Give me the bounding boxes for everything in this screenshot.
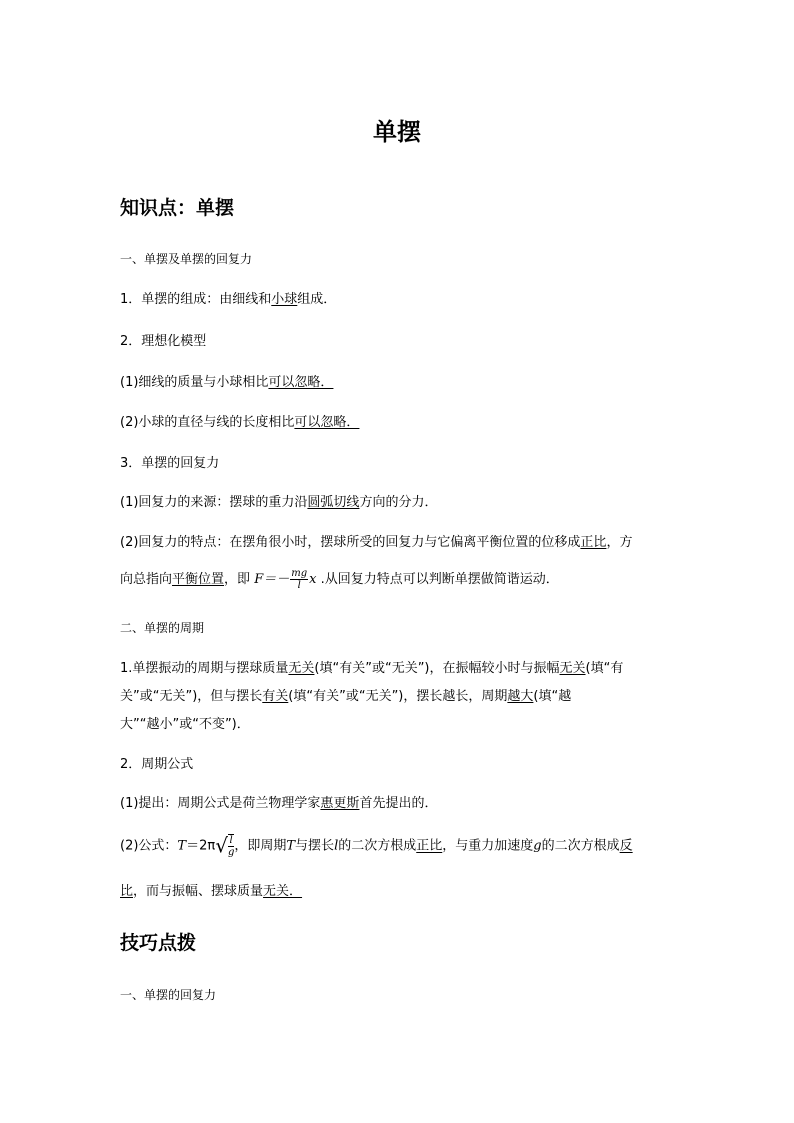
text: ，而与振幅、摆球质量 — [133, 884, 264, 899]
text: (填“有关”或“无关”)，在振幅较小时与振幅 — [314, 661, 560, 676]
item-3b-line2 — [120, 568, 559, 591]
heading-knowledge: 知识点：单摆 — [120, 197, 235, 219]
underlined-answer: 无关 — [288, 661, 315, 676]
text: (填“有关”或“无关”)，摆长越长，周期 — [288, 689, 508, 704]
symbol-T: T — [177, 838, 187, 854]
text: 方向的分力． — [359, 495, 438, 510]
item-3a — [120, 494, 437, 511]
section-heading-1: 一、单摆及单摆的回复力 — [120, 252, 253, 266]
underlined-answer: 小球 — [271, 292, 298, 307]
paragraph-1-line2 — [120, 688, 571, 705]
text: (填“有 — [585, 661, 624, 676]
denominator: g — [227, 847, 235, 858]
text: ，方 — [606, 535, 633, 550]
item-3b-line1 — [120, 534, 632, 551]
underlined-answer: 正比 — [416, 838, 443, 854]
symbol-l: l — [334, 838, 339, 854]
underlined-answer: 有关 — [262, 689, 289, 704]
text: .从回复力特点可以判断单摆做简谐运动． — [320, 572, 559, 587]
item-3: 3．单摆的回复力 — [120, 456, 220, 471]
underlined-answer: 无关 — [559, 661, 586, 676]
sqrt-l-over-g — [215, 834, 234, 858]
radical-sign: √ — [215, 833, 228, 858]
text: ，与重力加速度 — [442, 838, 534, 854]
text: 关”或“无关”)，但与摆长 — [120, 689, 263, 704]
text: 组成． — [297, 292, 337, 307]
paragraph-2a — [120, 795, 437, 812]
underlined-answer: 平衡位置 — [172, 572, 225, 587]
text: (1)提出：周期公式是荷兰物理学家 — [120, 796, 321, 811]
underlined-answer: 越大 — [507, 689, 534, 704]
paragraph-1-line1 — [120, 660, 623, 677]
text: (1)回复力的来源：摆球的重力沿 — [120, 495, 308, 510]
underlined-answer: 正比 — [580, 535, 607, 550]
text: 向总指向 — [120, 572, 173, 587]
underlined-answer: 惠更斯 — [320, 796, 360, 811]
text: ＝2π — [186, 838, 216, 854]
symbol-T: T — [286, 838, 296, 854]
item-1 — [120, 291, 336, 308]
denominator: l — [297, 580, 301, 591]
section-heading-3: 一、单摆的回复力 — [120, 988, 217, 1002]
text: (2)公式： — [120, 838, 178, 854]
paragraph-2: 2．周期公式 — [120, 757, 194, 772]
underlined-answer: 比 — [120, 884, 134, 899]
text: 1.单摆振动的周期与摆球质量 — [120, 661, 289, 676]
page-title: 单摆 — [373, 118, 421, 146]
numerator: l — [229, 835, 233, 846]
text: ，即周期 — [234, 838, 287, 854]
underlined-answer: 可以忽略． — [294, 415, 360, 430]
text: (1)细线的质量与小球相比 — [120, 375, 269, 390]
text: 的二次方根成 — [541, 838, 620, 854]
heading-tips: 技巧点拨 — [120, 932, 197, 954]
text: 首先提出的． — [359, 796, 438, 811]
item-2a — [120, 374, 333, 391]
text: ，即 — [224, 572, 251, 587]
paragraph-2b-line1 — [120, 834, 633, 858]
text: (2)小球的直径与线的长度相比 — [120, 415, 295, 430]
item-2: 2．理想化模型 — [120, 334, 207, 349]
underlined-answer: 无关． — [263, 884, 303, 899]
item-2b — [120, 414, 359, 431]
underlined-answer: 可以忽略． — [268, 375, 334, 390]
text: (2)回复力的特点：在摆角很小时，摆球所受的回复力与它偏离平衡位置的位移成 — [120, 535, 581, 550]
underlined-answer: 反 — [619, 838, 633, 854]
paragraph-2b-line2 — [120, 883, 302, 900]
numerator: mg — [291, 568, 308, 579]
section-heading-2: 二、单摆的周期 — [120, 621, 205, 635]
symbol-g: g — [533, 838, 542, 854]
text: (填“越 — [533, 689, 572, 704]
text: 1．单摆的组成：由细线和 — [120, 292, 272, 307]
fraction-mg-over-l — [290, 568, 308, 591]
paragraph-1-line3: 大”“越小”或“不变”)． — [120, 717, 250, 732]
text: 的二次方根成 — [338, 838, 417, 854]
underlined-answer: 圆弧切线 — [307, 495, 360, 510]
formula-restoring-force — [254, 568, 320, 591]
formula-var: x — [309, 572, 317, 587]
text: 与摆长 — [295, 838, 335, 854]
formula-lhs: F＝－ — [254, 572, 290, 587]
